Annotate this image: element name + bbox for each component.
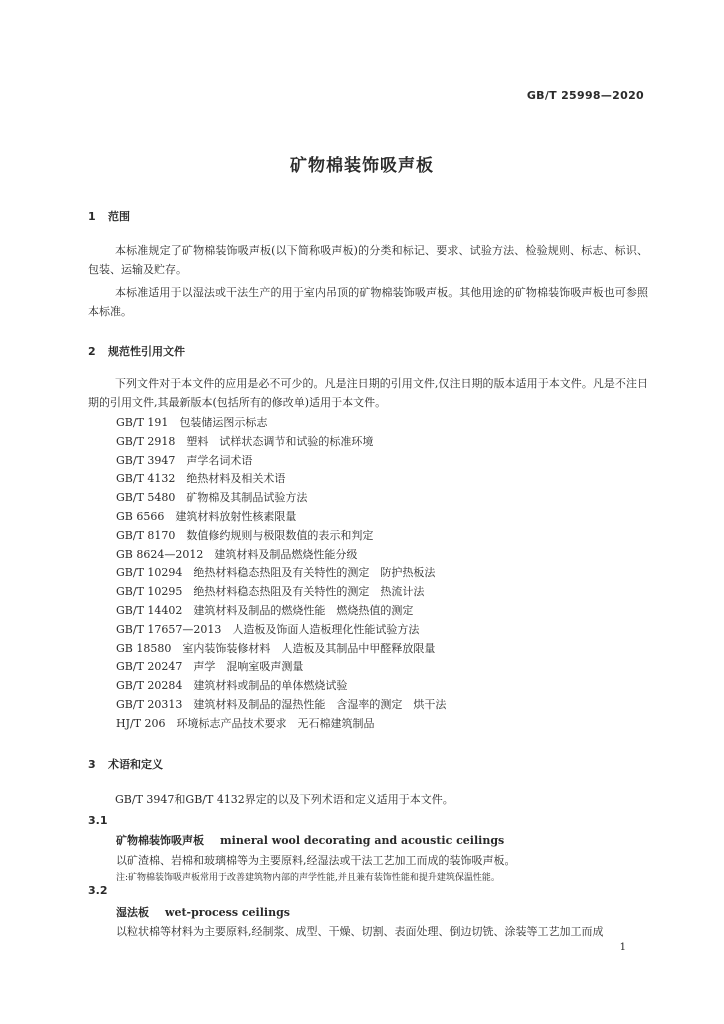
reference-item: GB/T 20284 建筑材料或制品的单体燃烧试验 xyxy=(116,679,348,693)
section-3-heading xyxy=(88,756,163,772)
term-definition: 以矿渣棉、岩棉和玻璃棉等为主要原料,经湿法或干法工艺加工而成的装饰吸声板。 xyxy=(116,854,516,867)
term-heading xyxy=(116,832,504,848)
section-title: 术语和定义 xyxy=(108,758,163,771)
section-title: 范围 xyxy=(108,210,130,223)
reference-list xyxy=(116,414,446,734)
references-intro: 下列文件对于本文件的应用是必不可少的。凡是注日期的引用文件,仅注日期的版本适用于本文件。凡是不注日期的引用文件,其最新版本(包括所有的修改单)适用于本文件。 xyxy=(88,377,648,409)
term-heading xyxy=(116,904,290,920)
scope-paragraph-2: 本标准适用于以湿法或干法生产的用于室内吊顶的矿物棉装饰吸声板。其他用途的矿物棉装饰吸声板也可参照本标准。 xyxy=(88,286,648,318)
term-chinese: 矿物棉装饰吸声板 xyxy=(116,834,204,847)
section-number: 1 xyxy=(88,210,96,223)
reference-item: GB/T 5480 矿物棉及其制品试验方法 xyxy=(116,491,308,505)
term-definition: 以粒状棉等材料为主要原料,经制浆、成型、干燥、切割、表面处理、倒边切铣、涂装等工艺加工而成 xyxy=(116,925,604,938)
scope-paragraph-1: 本标准规定了矿物棉装饰吸声板(以下简称吸声板)的分类和标记、要求、试验方法、检验规则、标志、标识、包装、运输及贮存。 xyxy=(88,244,648,276)
term-english: wet-process ceilings xyxy=(165,906,290,919)
reference-item: GB/T 20313 建筑材料及制品的湿热性能 含湿率的测定 烘干法 xyxy=(116,697,447,711)
reference-item: GB/T 14402 建筑材料及制品的燃烧性能 燃烧热值的测定 xyxy=(116,603,414,617)
page-number: 1 xyxy=(619,942,626,953)
reference-item: GB/T 17657—2013 人造板及饰面人造板理化性能试验方法 xyxy=(116,622,420,636)
reference-item: GB 18580 室内装饰装修材料 人造板及其制品中甲醛释放限量 xyxy=(116,641,436,655)
section-2-heading xyxy=(88,343,185,359)
section-number: 2 xyxy=(88,345,96,358)
term-number: 3.2 xyxy=(88,884,108,897)
section-title: 规范性引用文件 xyxy=(108,345,185,358)
reference-item: HJ/T 206 环境标志产品技术要求 无石棉建筑制品 xyxy=(116,716,375,730)
reference-item: GB/T 8170 数值修约规则与极限数值的表示和判定 xyxy=(116,528,374,542)
section-1-heading xyxy=(88,208,130,224)
reference-item: GB/T 20247 声学 混响室吸声测量 xyxy=(116,660,304,674)
standard-number: GB/T 25998—2020 xyxy=(526,89,644,102)
reference-item: GB/T 191 包装储运图示标志 xyxy=(116,416,268,429)
term-english: mineral wool decorating and acoustic ceilings xyxy=(220,834,505,847)
section-number: 3 xyxy=(88,758,96,771)
reference-item: GB/T 3947 声学名词术语 xyxy=(116,453,253,467)
document-title: 矿物棉装饰吸声板 xyxy=(290,156,434,176)
term-number: 3.1 xyxy=(88,814,108,827)
terms-intro: GB/T 3947和GB/T 4132界定的以及下列术语和定义适用于本文件。 xyxy=(115,793,454,806)
term-note: 注:矿物棉装饰吸声板常用于改善建筑物内部的声学性能,并且兼有装饰性能和提升建筑保温性能。 xyxy=(116,873,500,883)
reference-item: GB/T 10295 绝热材料稳态热阻及有关特性的测定 热流计法 xyxy=(116,585,425,599)
reference-item: GB/T 4132 绝热材料及相关术语 xyxy=(116,472,286,486)
reference-item: GB/T 2918 塑料 试样状态调节和试验的标准环境 xyxy=(116,434,374,448)
reference-item: GB 8624—2012 建筑材料及制品燃烧性能分级 xyxy=(116,547,358,561)
term-chinese: 湿法板 xyxy=(116,906,149,919)
reference-item: GB 6566 建筑材料放射性核素限量 xyxy=(116,509,297,523)
reference-item: GB/T 10294 绝热材料稳态热阻及有关特性的测定 防护热板法 xyxy=(116,566,436,580)
